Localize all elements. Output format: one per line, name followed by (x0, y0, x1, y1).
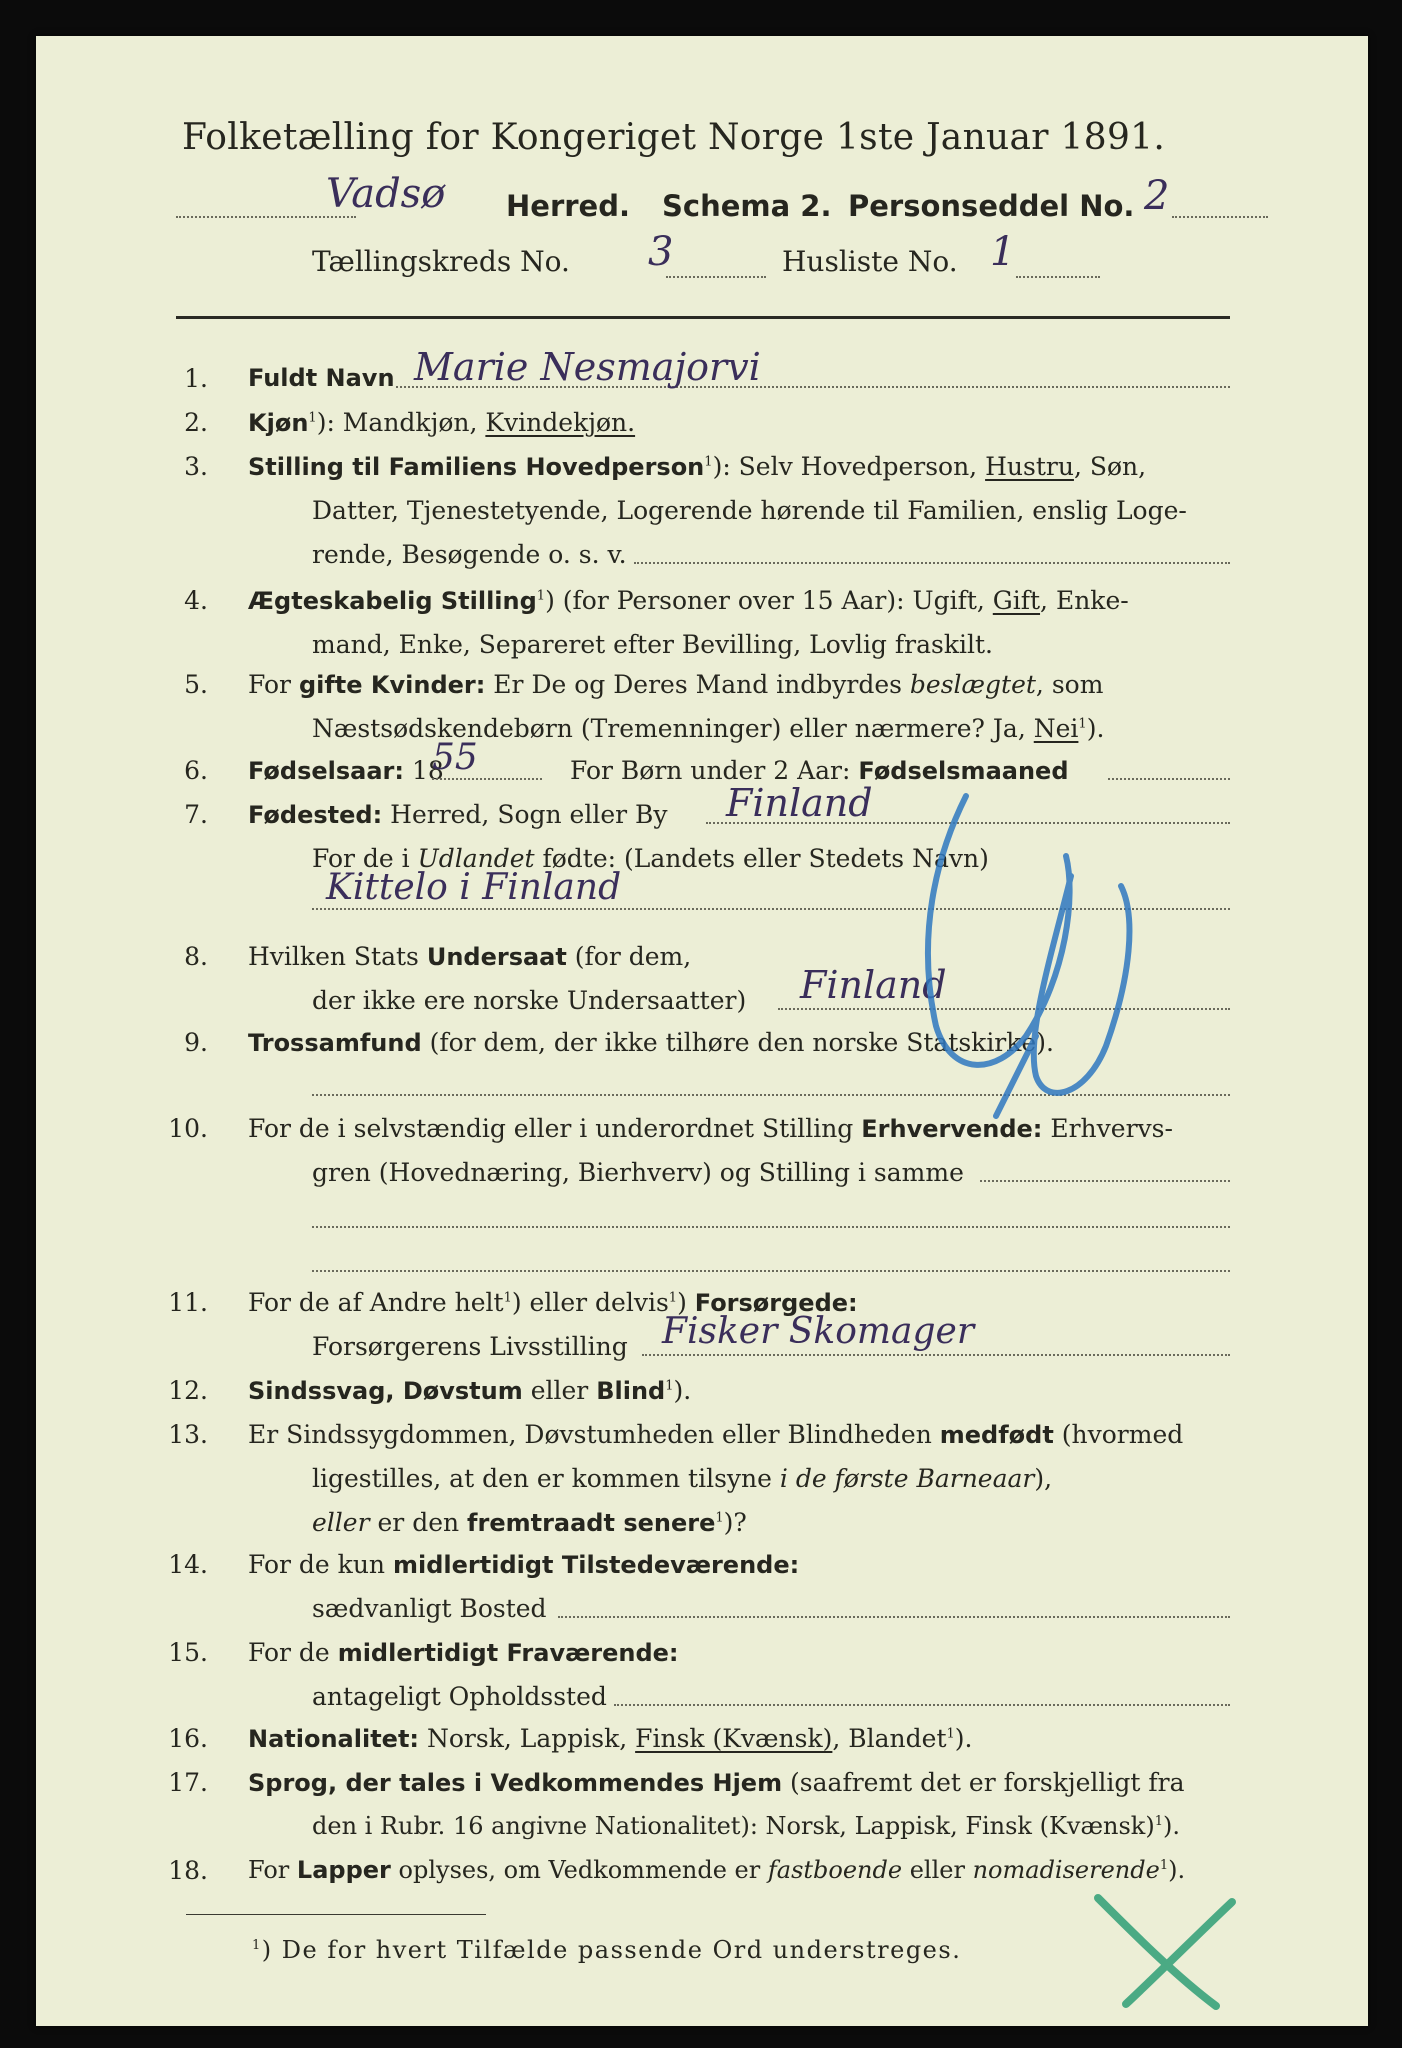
schema-label: Schema 2. (662, 189, 832, 223)
item-number: 12. (168, 1376, 208, 1405)
item-number: 14. (168, 1550, 208, 1579)
q15-label: midlertidigt Fraværende: (337, 1639, 679, 1667)
q6-prefix: 18 (411, 756, 444, 785)
q4-text-a: ) (for Personer over 15 Aar): Ugift, (545, 586, 985, 615)
q18-italic-a: fastboende (767, 1856, 903, 1884)
q13-end: )? (723, 1508, 747, 1537)
q14-line2: sædvanligt Bosted (312, 1594, 547, 1623)
item-number: 3. (184, 452, 208, 481)
q5-line2-text: Næstsødskendebørn (Tremenninger) eller nærmere? Ja, (312, 714, 1026, 743)
q3-text-b: , Søn, (1073, 452, 1147, 481)
q7-handwritten-value: Finland (726, 781, 873, 825)
q5-end: ). (1086, 714, 1105, 743)
q15-text: For de (248, 1638, 330, 1667)
q13-line3-italic: eller (312, 1508, 370, 1537)
q10-line2: gren (Hovednæring, Bierhverv) og Stilling i samme (312, 1158, 964, 1187)
q4-underlined-option: Gift (992, 586, 1041, 615)
q12-text: eller (530, 1376, 589, 1405)
q10-text-b: Erhvervs- (1050, 1114, 1173, 1143)
q16-close: ). (954, 1724, 973, 1753)
q18-text-a: For (248, 1856, 290, 1884)
husliste-value: 1 (990, 229, 1016, 275)
q9-label: Trossamfund (248, 1029, 422, 1057)
q3-line3: rende, Besøgende o. s. v. (312, 540, 627, 569)
q7-text: Herred, Sogn eller By (390, 800, 668, 829)
q8-handwritten-value: Finland (800, 963, 947, 1007)
q11-line2: Forsørgerens Livsstilling (312, 1332, 628, 1361)
q15-line2: antageligt Opholdssted (312, 1682, 607, 1711)
item-number: 11. (168, 1288, 208, 1317)
q13-line2-b: ), (1034, 1464, 1053, 1493)
q3-underlined-option: Hustru (985, 452, 1074, 481)
q7-label: Fødested: (248, 801, 383, 829)
item-number: 15. (168, 1638, 208, 1667)
blue-pencil-tally-mark (928, 796, 1129, 1116)
q8-text-b: (for dem, (574, 942, 692, 971)
q14-text: For de kun (248, 1550, 386, 1579)
item-number: 9. (184, 1028, 208, 1057)
q13-label: medfødt (939, 1421, 1054, 1449)
q7-line2-italic: Udlandet (417, 844, 535, 873)
q8-text-a: Hvilken Stats (248, 942, 419, 971)
q18-text-c: eller (909, 1856, 965, 1884)
personseddel-value: 2 (1144, 173, 1170, 219)
q6-handwritten-year: 55 (432, 737, 478, 778)
q6-text: For Børn under 2 Aar: (570, 756, 851, 785)
q6-label: Fødselsaar: (248, 757, 404, 785)
q16-text: Norsk, Lappisk, (426, 1724, 628, 1753)
footnote-ref: 1 (704, 454, 713, 470)
q6-label-b: Fødselsmaaned (858, 757, 1069, 785)
q14-label: midlertidigt Tilstedeværende: (392, 1551, 800, 1579)
item-number: 18. (168, 1856, 208, 1885)
q4-label: Ægteskabelig Stilling (248, 587, 537, 615)
footnote-ref: 1 (946, 1726, 955, 1742)
footnote-ref: 1 (308, 410, 317, 426)
q5-label: gifte Kvinder: (298, 671, 486, 699)
q7-line2-b: fødte: (Landets eller Stedets Navn) (542, 844, 989, 873)
q9-text: (for dem, der ikke tilhøre den norske Statskirke). (429, 1028, 1054, 1057)
q5-prefix: For (248, 670, 291, 699)
footnote-ref: 1 (1154, 1814, 1163, 1829)
footnote-marker: 1 (252, 1938, 262, 1953)
item-number: 13. (168, 1420, 208, 1449)
q16-underlined-option: Finsk (Kvænsk) (635, 1724, 833, 1753)
census-form-sheet (36, 36, 1368, 2026)
q7-handwritten-place: Kittelo i Finland (326, 867, 622, 908)
q10-text: For de i selvstændig eller i underordnet Stilling (248, 1114, 854, 1143)
q4-line2: mand, Enke, Separeret efter Bevilling, Lovlig fraskilt. (312, 630, 993, 659)
q11-label: Forsørgede: (694, 1289, 858, 1317)
q12-end: ). (673, 1376, 692, 1405)
footnote-ref: 1 (536, 588, 546, 604)
q1-handwritten-name: Marie Nesmajorvi (414, 345, 761, 389)
q3-text-a: ): Selv Hovedperson, (712, 452, 978, 481)
q11-text-a: For de af Andre helt (248, 1288, 504, 1317)
taellingskreds-value: 3 (648, 229, 674, 275)
q16-label: Nationalitet: (248, 1725, 420, 1753)
footnote-ref: 1 (1159, 1858, 1169, 1873)
q18-label: Lapper (296, 1856, 391, 1884)
q11-line1: For de af Andre helt$^1$) eller delvis$^1$) Forsørgede: (248, 1288, 858, 1317)
q4-text-b: , Enke- (1040, 586, 1129, 615)
q2-underlined-option: Kvindekjøn. (485, 408, 636, 437)
footnote: $^1$) De for hvert Tilfælde passende Ord understreges. (252, 1936, 962, 1964)
q8-label: Undersaat (426, 943, 567, 971)
q1-label: Fuldt Navn (248, 364, 395, 392)
footnote-ref: 1 (715, 1510, 724, 1526)
q13-line3-a: er den (377, 1508, 460, 1537)
q13-text-a: Er Sindssygdommen, Døvstumheden eller Blindheden (248, 1420, 932, 1449)
footnote-ref: 1 (503, 1290, 512, 1306)
q16-end: , Blandet (832, 1724, 947, 1753)
q3-line2: Datter, Tjenestetyende, Logerende hørende til Familien, enslig Loge- (312, 496, 1187, 525)
q17-end: ). (1162, 1812, 1180, 1840)
personseddel-label: Personseddel No. (848, 189, 1135, 223)
q17-line2-text: den i Rubr. 16 angivne Nationalitet): Norsk, Lappisk, Finsk (Kvænsk) (312, 1812, 1155, 1840)
q18-text-b: oplyses, om Vedkommende er (398, 1856, 761, 1884)
q11-text-b: ) eller delvis (511, 1288, 669, 1317)
q13-line2-italic: i de første Barneaar (779, 1464, 1035, 1493)
item-number: 7. (184, 800, 208, 829)
q10-label: Erhvervende: (861, 1115, 1043, 1143)
q8-line2: der ikke ere norske Undersaatter) (312, 986, 747, 1015)
item-number: 2. (184, 408, 208, 437)
green-pencil-x-mark (1098, 1898, 1232, 2006)
herred-value: Vadsø (326, 171, 446, 217)
q2-label: Kjøn (248, 409, 309, 437)
q3-label: Stilling til Familiens Hovedperson (248, 453, 705, 481)
item-number: 5. (184, 670, 208, 699)
taellingskreds-label: Tællingskreds No. (312, 245, 570, 278)
item-number: 1. (184, 364, 208, 393)
item-number: 4. (184, 586, 208, 615)
husliste-label: Husliste No. (782, 245, 958, 278)
q5-underlined-option: Nei (1033, 714, 1079, 743)
q17-label: Sprog, der tales i Vedkommendes Hjem (248, 1769, 783, 1797)
item-number: 10. (168, 1114, 208, 1143)
item-number: 17. (168, 1768, 208, 1797)
q5-text: Er De og Deres Mand indbyrdes (493, 670, 902, 699)
q12-label-b: Blind (596, 1377, 666, 1405)
q5-text-b: , som (1035, 670, 1104, 699)
q13-text-b: (hvormed (1061, 1420, 1184, 1449)
q13-label-b: fremtraadt senere (467, 1509, 716, 1537)
q12-label: Sindssvag, Døvstum (248, 1377, 523, 1405)
pencil-marks (36, 36, 1368, 2026)
q18-end: ). (1168, 1856, 1186, 1884)
footnote-ref: 1 (665, 1378, 674, 1394)
footnote-ref: 1 (1078, 716, 1087, 732)
item-number: 6. (184, 756, 208, 785)
q18-italic-b: nomadiserende (972, 1856, 1160, 1884)
form-title: Folketælling for Kongeriget Norge 1ste Januar 1891. (182, 117, 1166, 158)
q17-text: (saafremt det er forskjelligt fra (790, 1768, 1185, 1797)
footnote-text: De for hvert Tilfælde passende Ord understreges. (281, 1936, 962, 1964)
item-number: 8. (184, 942, 208, 971)
q7-line2-a: For de i (312, 844, 410, 873)
item-number: 16. (168, 1724, 208, 1753)
q2-text: ): Mandkjøn, (316, 408, 478, 437)
q13-line2-a: ligestilles, at den er kommen tilsyne (312, 1464, 772, 1493)
q11-handwritten-value: Fisker Skomager (662, 1311, 975, 1352)
q5-italic: beslægtet (909, 670, 1036, 699)
footnote-ref: 1 (668, 1290, 678, 1306)
herred-label: Herred. (506, 189, 630, 223)
